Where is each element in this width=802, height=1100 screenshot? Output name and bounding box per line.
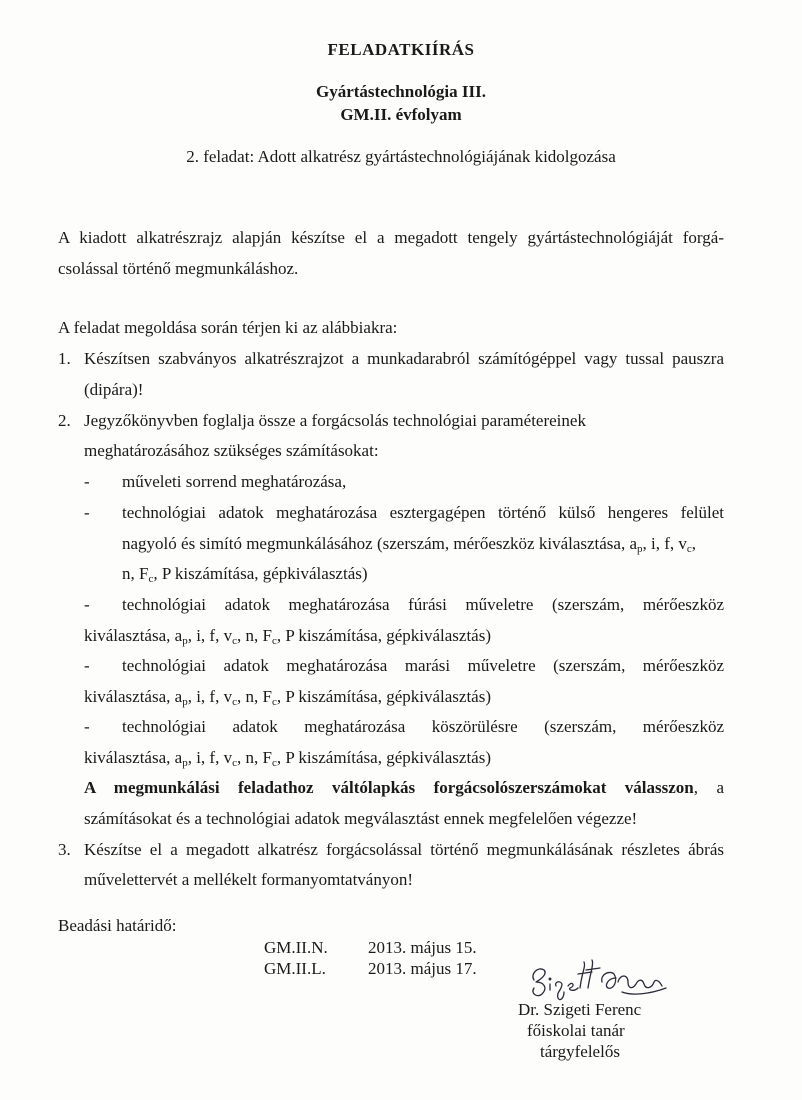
subscript-c: c: [148, 573, 154, 585]
text-segment: , n, F: [236, 748, 272, 767]
emphasis-line-1: [84, 778, 724, 798]
text-segment: , a: [693, 778, 725, 797]
bullet-dash: -: [84, 717, 90, 736]
bullet-5-line-1: technológiai adatok meghatározása köszörülésre (szerszám, mérőeszköz: [122, 717, 724, 736]
bullet-3-line-2: [84, 626, 491, 646]
bullet-4-line-2: [84, 687, 491, 707]
bullet-1-text: műveleti sorrend meghatározása,: [122, 472, 347, 491]
bullet-2-line-1: technológiai adatok meghatározása esztergagépen történő külső hengeres felület: [122, 503, 724, 522]
text-segment: , i, f, v: [187, 687, 233, 706]
subscript-p: p: [182, 757, 188, 769]
bullet-dash: -: [84, 656, 90, 675]
signer-title: tárgyfelelős: [540, 1042, 620, 1061]
text-segment: kiválasztása, a: [84, 687, 183, 706]
bullet-3-line-1: technológiai adatok meghatározása fúrási műveletre (szerszám, mérőeszköz: [122, 595, 724, 614]
text-segment: , i, f, v: [187, 748, 233, 767]
intro-line-2: csolással történő megmunkáláshoz.: [58, 259, 299, 278]
item-3-number: 3.: [58, 840, 71, 859]
text-segment: , P kiszámítása, gépkiválasztás): [276, 626, 491, 645]
item-2-line-1: Jegyzőkönyvben foglalja össze a forgácsolás technológiai paramétereinek: [84, 411, 586, 430]
document-title: FELADATKIÍRÁS: [327, 40, 475, 59]
bullet-2-line-3: [122, 564, 368, 584]
bullet-2-line-2: [122, 534, 696, 554]
item-3-line-1: Készítse el a megadott alkatrész forgácsolással történő megmunkálásának részletes ábrás: [84, 840, 724, 859]
instructions-lead: A feladat megoldása során térjen ki az alábbiakra:: [58, 318, 398, 337]
item-1-number: 1.: [58, 349, 71, 368]
signer-name: Dr. Szigeti Ferenc: [518, 1000, 642, 1019]
signer-role: főiskolai tanár: [527, 1021, 625, 1040]
subscript-p: p: [637, 543, 643, 555]
text-segment: ,: [691, 534, 697, 553]
item-3-line-2: művelettervét a mellékelt formanyomtatványon!: [84, 870, 414, 889]
subscript-c: c: [271, 757, 277, 769]
subscript-p: p: [182, 635, 188, 647]
text-segment: , n, F: [236, 687, 272, 706]
deadline-date-1: 2013. május 15.: [368, 938, 477, 957]
subscript-c: c: [271, 635, 277, 647]
text-segment: , i, f, v: [187, 626, 233, 645]
bullet-5-line-2: [84, 748, 491, 768]
text-segment: kiválasztása, a: [84, 626, 183, 645]
task-title: 2. feladat: Adott alkatrész gyártástechnológiájának kidolgozása: [186, 147, 616, 166]
text-segment: , i, f, v: [642, 534, 687, 553]
intro-line-1: A kiadott alkatrészrajz alapján készítse el a megadott tengely gyártástechnológiáját forgá-: [58, 228, 724, 247]
item-2-number: 2.: [58, 411, 71, 430]
emphasis-bold-text: A megmunkálási feladathoz váltólapkás forgácsolószerszámokat válasszon: [84, 778, 694, 797]
subject-title: Gyártástechnológia III.: [316, 82, 486, 101]
subscript-p: p: [182, 696, 188, 708]
text-segment: kiválasztása, a: [84, 748, 183, 767]
item-2-line-2: meghatározásához szükséges számításokat:: [84, 441, 379, 460]
subscript-c: c: [232, 696, 237, 708]
text-segment: , P kiszámítása, gépkiválasztás): [276, 748, 491, 767]
year-group: GM.II. évfolyam: [340, 105, 462, 124]
deadline-date-2: 2013. május 17.: [368, 959, 477, 978]
text-segment: , n, F: [236, 626, 272, 645]
bullet-dash: -: [84, 472, 90, 491]
subscript-c: c: [232, 635, 237, 647]
bullet-4-line-1: technológiai adatok meghatározása marási műveletre (szerszám, mérőeszköz: [122, 656, 724, 675]
subscript-c: c: [232, 757, 237, 769]
text-segment: , P kiszámítása, gépkiválasztás): [153, 564, 368, 583]
bullet-dash: -: [84, 595, 90, 614]
bullet-dash: -: [84, 503, 90, 522]
deadline-label: Beadási határidő:: [58, 916, 177, 935]
text-segment: n, F: [122, 564, 149, 583]
item-1-line-1: Készítsen szabványos alkatrészrajzot a munkadarabról számítógéppel vagy tussal pauszra: [84, 349, 724, 368]
subscript-c: c: [686, 543, 692, 555]
emphasis-line-2: számításokat és a technológiai adatok megválasztást ennek megfelelően végezze!: [84, 809, 638, 828]
subscript-c: c: [271, 696, 277, 708]
text-segment: , P kiszámítása, gépkiválasztás): [276, 687, 491, 706]
item-1-line-2: (dipára)!: [84, 380, 144, 399]
text-segment: nagyoló és simító megmunkálásához (szerszám, mérőeszköz kiválasztása, a: [122, 534, 638, 553]
deadline-group-2: GM.II.L.: [264, 959, 326, 978]
deadline-group-1: GM.II.N.: [264, 938, 328, 957]
